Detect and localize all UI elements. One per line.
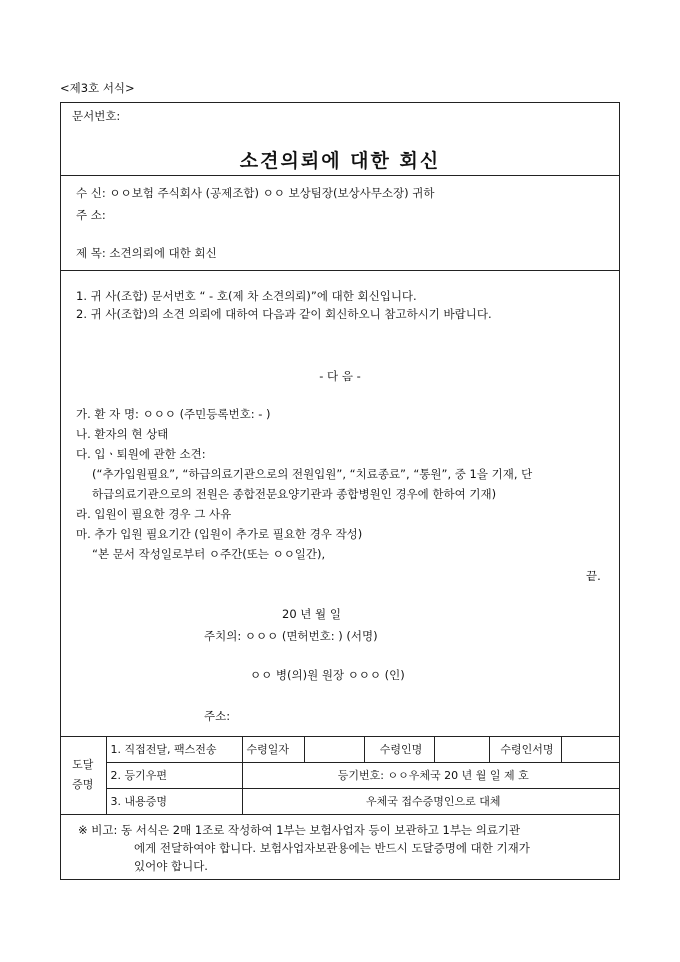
intro-line-1: 1. 귀 사(조합) 문서번호 “ - 호(제 차 소견의뢰)”에 대한 회신입니다. <box>76 289 417 303</box>
note-line-3: 있어야 합니다. <box>134 859 208 873</box>
receiver-name-value <box>434 736 489 762</box>
date-line: 20 년 월 일 <box>282 607 341 621</box>
item-admission-note-2: 하급의료기관으로의 전원은 종합전문요양기관과 종합병원인 경우에 한하여 기재) <box>92 487 497 501</box>
receiver-sign-label: 수령인서명 <box>489 736 561 762</box>
item-admission-reason: 라. 입원이 필요한 경우 그 사유 <box>76 507 232 521</box>
item-additional-period: 마. 추가 입원 필요기간 (입원이 추가로 필요한 경우 작성) <box>76 527 363 541</box>
page-title: 소견의뢰에 대한 회신 <box>239 150 441 172</box>
note-line-1: ※ 비고: 동 서식은 2매 1조로 작성하여 1부는 보험사업자 등이 보관하고 1부는 의료기관 <box>78 823 521 837</box>
delivery-proof-label-2: 증명 <box>72 777 94 791</box>
method-direct: 1. 직접전달, 팩스전송 <box>106 736 242 762</box>
end-mark: 끝. <box>586 569 601 583</box>
item-patient-status: 나. 환자의 현 상태 <box>76 427 169 441</box>
delivery-proof-table <box>60 736 620 815</box>
subject-line: 제 목: 소견의뢰에 대한 회신 <box>76 246 217 260</box>
item-admission-opinion: 다. 입ㆍ퇴원에 관한 소견: <box>76 447 206 461</box>
certified-content-note: 우체국 접수증명인으로 대체 <box>242 788 620 814</box>
divider <box>60 270 620 271</box>
receiver-name-label: 수령인명 <box>364 736 434 762</box>
delivery-proof-label <box>60 736 106 814</box>
document-number-label: 문서번호: <box>72 109 121 123</box>
received-date-value <box>304 736 364 762</box>
item-period-value: “본 문서 작성일로부터 ㅇ주간(또는 ㅇㅇ일간), <box>92 547 326 561</box>
method-registered-mail: 2. 등기우편 <box>106 762 242 788</box>
delivery-proof-label-1: 도달 <box>72 757 94 771</box>
receiver-sign-value <box>561 736 620 762</box>
recipient-line: 수 신: ㅇㅇ보험 주식회사 (공제조합) ㅇㅇ 보상팀장(보상사무소장) 귀하 <box>76 186 435 200</box>
registered-number-line: 등기번호: ㅇㅇ우체국 20 년 월 일 제 호 <box>242 762 620 788</box>
method-certified-content: 3. 내용증명 <box>106 788 242 814</box>
note-line-2: 에게 전달하여야 합니다. 보험사업자보관용에는 반드시 도달증명에 대한 기재가 <box>134 841 530 855</box>
received-date-label: 수령일자 <box>242 736 304 762</box>
item-admission-note-1: (“추가입원필요”, “하급의료기관으로의 전원입원”, “치료종료”, “통원”, 중 1을 기재, 단 <box>92 467 533 481</box>
dadeum-heading: - 다 음 - <box>319 369 361 383</box>
hospital-address-label: 주소: <box>204 709 231 723</box>
form-number-label: <제3호 서식> <box>60 81 135 95</box>
address-line: 주 소: <box>76 208 106 222</box>
hospital-director-line: ㅇㅇ 병(의)원 원장 ㅇㅇㅇ (인) <box>250 668 405 682</box>
item-patient-name: 가. 환 자 명: ㅇㅇㅇ (주민등록번호: - ) <box>76 407 271 421</box>
divider <box>60 814 620 815</box>
intro-line-2: 2. 귀 사(조합)의 소견 의뢰에 대하여 다음과 같이 회신하오니 참고하시기 바랍니다. <box>76 307 492 321</box>
divider <box>60 175 620 176</box>
physician-line: 주치의: ㅇㅇㅇ (면허번호: ) (서명) <box>204 629 378 643</box>
